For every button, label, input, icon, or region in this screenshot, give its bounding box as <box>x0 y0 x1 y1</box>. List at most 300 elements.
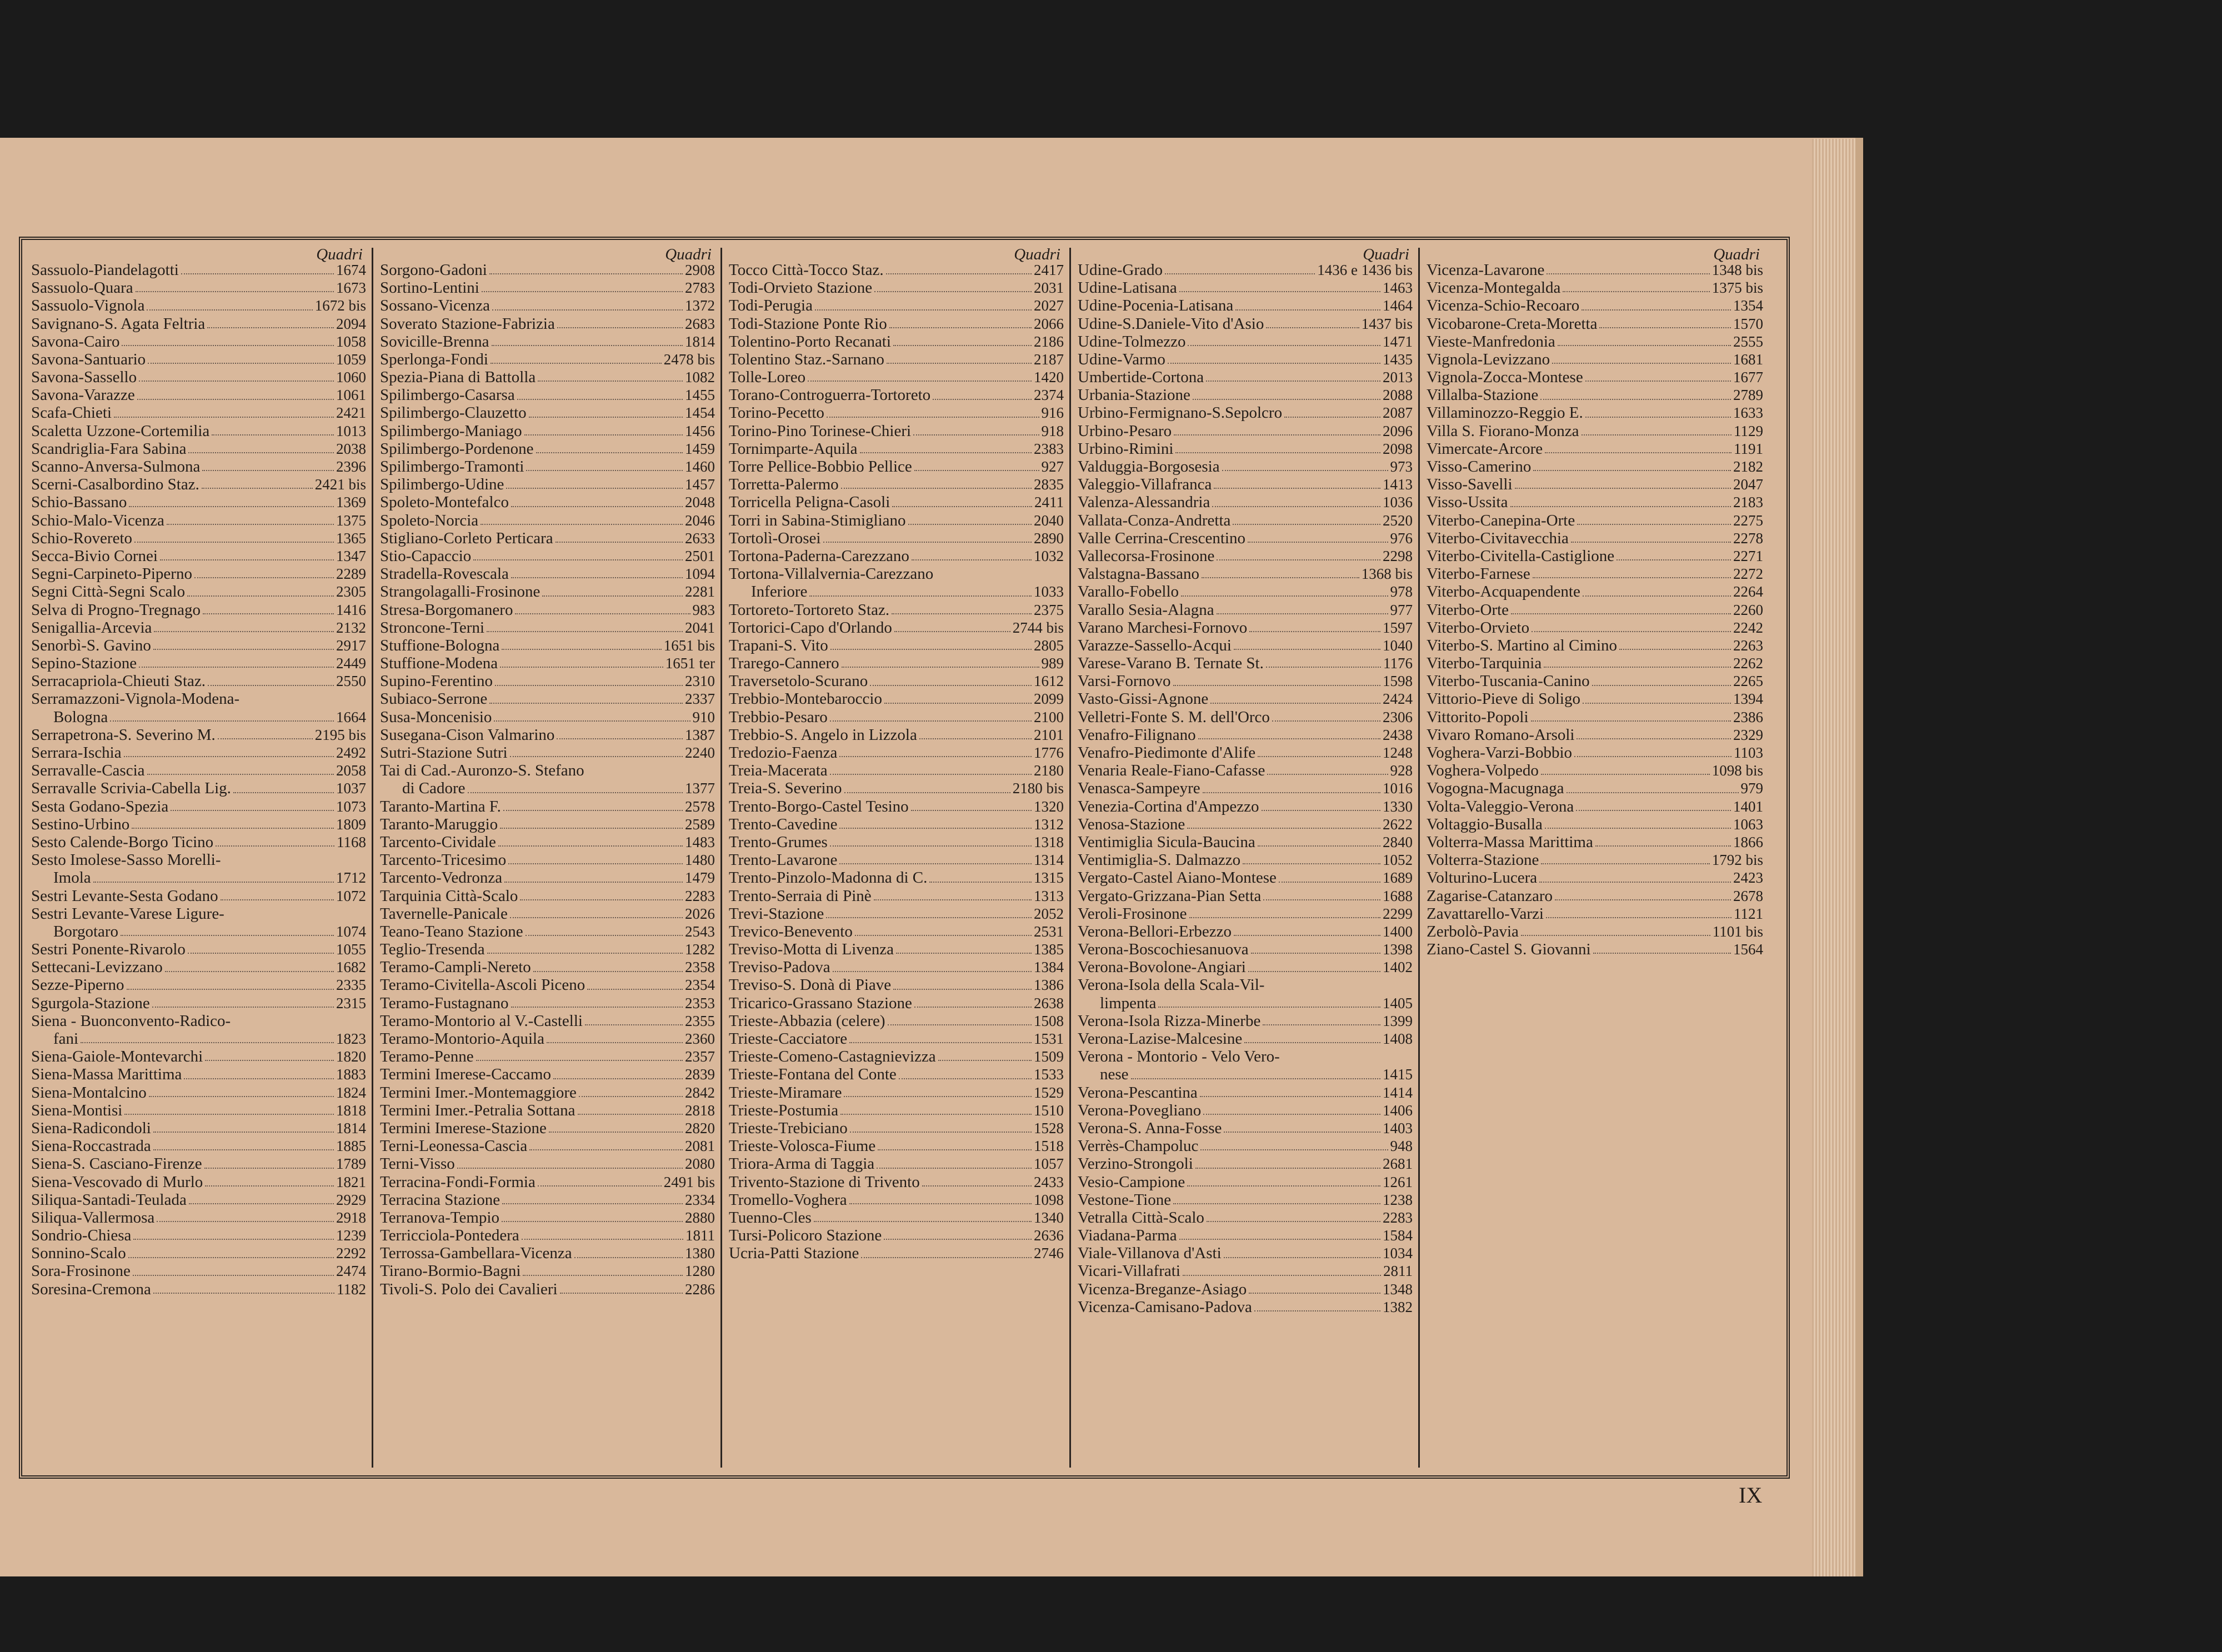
leader-dots <box>181 273 334 274</box>
entry-name: Varano Marchesi-Fornovo <box>1078 618 1248 637</box>
entry-name: Sezze-Piperno <box>31 976 124 994</box>
leader-dots <box>504 882 683 883</box>
entry-name: Tarcento-Cividale <box>380 833 496 851</box>
index-entry <box>1078 815 1413 833</box>
index-entry <box>380 547 715 565</box>
entry-value: 1313 <box>1034 887 1064 904</box>
entry-name: Tornimparte-Aquila <box>729 439 858 458</box>
entry-value: 1033 <box>1034 583 1064 600</box>
entry-name: Trieste-Miramare <box>729 1083 842 1102</box>
entry-name: Spilimbergo-Maniago <box>380 422 522 440</box>
entry-value: 2396 <box>336 458 366 475</box>
leader-dots <box>1558 345 1731 346</box>
entry-name: Urbino-Rimini <box>1078 439 1174 458</box>
entry-name: Spilimbergo-Udine <box>380 475 504 494</box>
index-entry <box>31 1084 366 1102</box>
leader-dots <box>1249 631 1380 632</box>
entry-name: Spilimbergo-Pordenone <box>380 439 534 458</box>
leader-dots <box>154 631 334 632</box>
entry-name: Vicenza-Montegalda <box>1427 279 1561 297</box>
entry-value: 1239 <box>336 1227 366 1244</box>
entry-name: Voghera-Volpedo <box>1427 762 1539 780</box>
index-entry <box>31 1065 366 1083</box>
entry-name: Vasto-Gissi-Agnone <box>1078 690 1209 708</box>
index-entry <box>1078 940 1413 958</box>
leader-dots <box>233 792 334 793</box>
entry-name: Verona-Boscochiesanuova <box>1078 940 1249 959</box>
index-entry <box>380 994 715 1012</box>
index-entry <box>729 690 1064 708</box>
index-entry <box>380 940 715 958</box>
entry-name: Teramo-Penne <box>380 1048 474 1066</box>
entry-value: 2305 <box>336 583 366 600</box>
entry-value: 1814 <box>685 333 715 350</box>
index-entry <box>1078 583 1413 600</box>
index-entry <box>729 404 1064 422</box>
entry-name: Trebbio-Pesaro <box>729 708 828 726</box>
leader-dots <box>187 595 334 597</box>
entry-value: 1377 <box>685 780 715 797</box>
entry-value: 1347 <box>336 547 366 564</box>
leader-dots <box>893 345 1032 346</box>
entry-name: Siena-Vescovado di Murlo <box>31 1173 203 1191</box>
index-entry <box>380 1244 715 1262</box>
leader-dots <box>1202 577 1359 578</box>
leader-dots <box>1165 273 1315 274</box>
index-entry <box>1078 1119 1413 1137</box>
leader-dots <box>538 381 683 382</box>
index-entry <box>1427 887 1763 905</box>
index-entry <box>1078 958 1413 976</box>
leader-dots <box>919 738 1032 739</box>
index-entry <box>31 297 366 314</box>
entry-value: 2132 <box>336 619 366 636</box>
index-entry <box>1078 1209 1413 1227</box>
index-entry <box>729 547 1064 565</box>
entry-value: 1564 <box>1733 941 1763 958</box>
entry-value: 1058 <box>336 333 366 350</box>
index-entry <box>1078 475 1413 493</box>
entry-value: 2424 <box>1383 690 1413 708</box>
leader-dots <box>1599 327 1731 328</box>
leader-dots <box>1546 917 1731 918</box>
index-entry <box>31 940 366 958</box>
index-entry <box>380 529 715 547</box>
entry-value: 2271 <box>1733 547 1763 564</box>
entry-name: Terricciola-Pontedera <box>380 1227 519 1245</box>
entry-name: Trieste-Volosca-Fiume <box>729 1137 876 1155</box>
entry-name: Serrara-Ischia <box>31 744 122 762</box>
entry-name: Verona - Montorio - Velo Vero- <box>1078 1048 1280 1066</box>
entry-value: 1248 <box>1383 744 1413 762</box>
leader-dots <box>1585 417 1731 418</box>
index-entry <box>729 1173 1064 1191</box>
entry-name: Terni-Leonessa-Cascia <box>380 1137 528 1155</box>
entry-name: Sossano-Vicenza <box>380 297 490 315</box>
index-entry <box>729 315 1064 333</box>
entry-value: 2835 <box>1034 476 1064 493</box>
leader-dots <box>1210 703 1380 704</box>
leader-dots <box>1181 595 1388 597</box>
index-column <box>1421 248 1769 1468</box>
index-entry <box>1078 1244 1413 1262</box>
index-entry <box>380 977 715 994</box>
index-entry <box>729 869 1064 887</box>
index-entry <box>729 977 1064 994</box>
entry-name: Tortoreto-Tortoreto Staz. <box>729 600 890 619</box>
leader-dots <box>585 1024 683 1025</box>
leader-dots <box>511 577 683 578</box>
entry-value: 1809 <box>336 815 366 833</box>
index-entry <box>1427 798 1763 815</box>
entry-value: 2262 <box>1733 655 1763 672</box>
leader-dots <box>122 345 334 346</box>
entry-value: 1814 <box>336 1119 366 1137</box>
entry-value: 2678 <box>1733 887 1763 904</box>
entry-value: 1681 <box>1733 351 1763 368</box>
entry-name: Valle Cerrina-Crescentino <box>1078 529 1245 547</box>
leader-dots <box>1254 1310 1380 1311</box>
index-entry <box>729 261 1064 279</box>
entry-name: Torino-Pino Torinese-Chieri <box>729 422 912 440</box>
index-entry <box>1427 637 1763 654</box>
entry-name: Imola <box>53 869 91 887</box>
leader-dots <box>188 953 334 954</box>
entry-name: Treia-Macerata <box>729 762 828 780</box>
entry-value: 2423 <box>1733 869 1763 887</box>
entry-value: 2242 <box>1733 619 1763 636</box>
index-entry <box>1078 637 1413 654</box>
entry-name: Bologna <box>53 708 108 726</box>
entry-name: Viterbo-Civitavecchia <box>1427 529 1569 547</box>
entry-name: Velletri-Fonte S. M. dell'Orco <box>1078 708 1270 726</box>
index-entry <box>729 851 1064 869</box>
entry-value: 2374 <box>1034 387 1064 404</box>
entry-name: Terni-Visso <box>380 1155 455 1173</box>
index-entry <box>31 833 366 851</box>
entry-name: Trento-Serraia di Pinè <box>729 887 872 905</box>
entry-name: Siliqua-Santadi-Teulada <box>31 1190 187 1209</box>
entry-value: 2087 <box>1383 404 1413 422</box>
entry-value: 2195 bis <box>314 726 366 743</box>
leader-dots <box>1187 1185 1380 1187</box>
index-entry <box>31 1155 366 1173</box>
entry-value: 1365 <box>336 529 366 547</box>
leader-dots <box>1175 452 1380 453</box>
index-entry <box>1078 493 1413 511</box>
entry-value: 948 <box>1390 1138 1413 1155</box>
leader-dots <box>1263 1024 1380 1025</box>
entry-name: Tortona-Villalvernia-Carezzano <box>729 565 934 583</box>
index-entry <box>31 333 366 351</box>
entry-value: 2520 <box>1383 512 1413 529</box>
leader-dots <box>523 1275 683 1276</box>
leader-dots <box>1206 381 1380 382</box>
entry-name: Udine-Grado <box>1078 261 1163 279</box>
entry-name: Verrès-Champoluc <box>1078 1137 1199 1155</box>
entry-value: 1454 <box>685 404 715 422</box>
leader-dots <box>147 774 334 775</box>
entry-name: Stigliano-Corleto Perticara <box>380 529 553 547</box>
leader-dots <box>1258 845 1380 847</box>
index-entry <box>729 422 1064 440</box>
index-entry <box>31 565 366 583</box>
entry-value: 1455 <box>685 387 715 404</box>
entry-name: Trieste-Fontana del Conte <box>729 1065 897 1084</box>
leader-dots <box>830 845 1032 847</box>
entry-name: Tocco Città-Tocco Staz. <box>729 261 884 279</box>
index-entry <box>729 726 1064 744</box>
entry-name: Siena-S. Casciano-Firenze <box>31 1155 202 1173</box>
entry-value: 1375 <box>336 512 366 529</box>
leader-dots <box>121 935 334 936</box>
leader-dots <box>1233 524 1380 525</box>
entry-name: Verona-Isola Rizza-Minerbe <box>1078 1012 1261 1030</box>
entry-name: Torri in Sabina-Stimigliano <box>729 511 906 529</box>
entry-name: Sassuolo-Piandelagotti <box>31 261 179 279</box>
entry-value: 1672 bis <box>314 297 366 314</box>
entry-name: Treviso-Padova <box>729 958 830 977</box>
entry-value: 1082 <box>685 369 715 386</box>
leader-dots <box>889 327 1032 328</box>
entry-value: 1460 <box>685 458 715 475</box>
entry-value: 918 <box>1041 422 1064 439</box>
column-header: Quadri <box>1014 246 1060 263</box>
index-entry <box>380 619 715 637</box>
index-entry <box>1078 601 1413 619</box>
entry-value: 1368 bis <box>1361 565 1413 583</box>
entry-value: 1480 <box>685 852 715 869</box>
entry-name: Venezia-Cortina d'Ampezzo <box>1078 797 1259 815</box>
entry-name: Verona-Lazise-Malcesine <box>1078 1030 1243 1048</box>
index-entry <box>380 1191 715 1209</box>
entry-name: Vergato-Grizzana-Pian Setta <box>1078 887 1262 905</box>
leader-dots <box>894 631 1010 632</box>
index-entry <box>1078 977 1413 994</box>
index-entry <box>729 958 1064 976</box>
entry-value: 1040 <box>1383 637 1413 654</box>
leader-dots <box>1193 399 1380 400</box>
index-entry <box>1078 1280 1413 1298</box>
index-entry <box>1078 1065 1413 1083</box>
leader-dots <box>93 882 334 883</box>
entry-name: Sorgono-Gadoni <box>380 261 487 279</box>
entry-value: 916 <box>1041 404 1064 422</box>
leader-dots <box>1582 434 1731 435</box>
leader-dots <box>1200 1096 1380 1097</box>
entry-name: Urbino-Pesaro <box>1078 422 1172 440</box>
entry-name: Volta-Valeggio-Verona <box>1427 797 1574 815</box>
entry-value: 2275 <box>1733 512 1763 529</box>
leader-dots <box>850 1132 1032 1133</box>
entry-name: Inferiore <box>751 583 808 601</box>
leader-dots <box>1251 953 1380 954</box>
leader-dots <box>520 899 683 900</box>
entry-name: nese <box>1100 1065 1129 1084</box>
entry-name: Udine-Varmo <box>1078 350 1165 368</box>
entry-name: Vicenza-Lavarone <box>1427 261 1545 279</box>
entry-name: Sestri Levante-Varese Ligure- <box>31 904 224 923</box>
entry-value: 1168 <box>337 833 366 850</box>
index-entry <box>1078 994 1413 1012</box>
leader-dots <box>1263 899 1380 900</box>
entry-name: Udine-Pocenia-Latisana <box>1078 297 1234 315</box>
entry-value: 1013 <box>336 422 366 439</box>
index-entry <box>380 1280 715 1298</box>
index-entry <box>380 386 715 404</box>
leader-dots <box>511 1007 683 1008</box>
index-entry <box>380 1084 715 1102</box>
entry-value: 1459 <box>685 440 715 457</box>
leader-dots <box>888 1024 1032 1025</box>
entry-value: 1060 <box>336 369 366 386</box>
index-entry <box>729 1119 1064 1137</box>
entry-name: Zerbolò-Pavia <box>1427 922 1519 940</box>
entry-name: Spilimbergo-Clauzetto <box>380 404 527 422</box>
entry-value: 1612 <box>1034 673 1064 690</box>
leader-dots <box>216 845 334 847</box>
entry-name: Sesta Godano-Spezia <box>31 797 169 815</box>
index-entry <box>380 726 715 744</box>
leader-dots <box>870 685 1032 686</box>
index-entry <box>1427 654 1763 672</box>
entry-name: Trento-Borgo-Castel Tesino <box>729 797 909 815</box>
entry-value: 2046 <box>685 512 715 529</box>
entry-value: 2811 <box>1383 1263 1413 1280</box>
leader-dots <box>1279 882 1380 883</box>
leader-dots <box>468 792 683 793</box>
index-entry <box>1078 1263 1413 1280</box>
index-entry <box>1427 565 1763 583</box>
entry-value: 1320 <box>1034 798 1064 815</box>
entry-value: 1382 <box>1383 1298 1413 1315</box>
index-entry <box>1078 851 1413 869</box>
entry-value: 2310 <box>685 673 715 690</box>
index-entry <box>729 368 1064 386</box>
entry-value: 1074 <box>336 923 366 940</box>
index-entry <box>729 654 1064 672</box>
entry-value: 1312 <box>1034 815 1064 833</box>
index-entry <box>1078 1227 1413 1244</box>
leader-dots <box>587 989 683 990</box>
entry-name: Sassuolo-Vignola <box>31 297 145 315</box>
index-entry <box>31 744 366 762</box>
entry-name: Verona-S. Anna-Fosse <box>1078 1119 1222 1137</box>
entry-value: 2354 <box>685 977 715 994</box>
index-entry <box>729 458 1064 475</box>
entry-value: 1533 <box>1034 1066 1064 1083</box>
entry-value: 2818 <box>685 1102 715 1119</box>
leader-dots <box>1592 685 1731 686</box>
entry-value: 2289 <box>336 565 366 583</box>
index-entry <box>729 512 1064 529</box>
entry-name: Trieste-Comeno-Castagnievizza <box>729 1048 936 1066</box>
index-entry <box>31 529 366 547</box>
entry-name: Termini Imerese-Caccamo <box>380 1065 551 1084</box>
leader-dots <box>1243 863 1380 864</box>
leader-dots <box>1583 703 1731 704</box>
index-entry <box>380 440 715 458</box>
leader-dots <box>1267 774 1388 775</box>
index-entry <box>1427 351 1763 368</box>
index-entry <box>1078 672 1413 690</box>
entry-name: Teano-Teano Stazione <box>380 922 523 940</box>
entry-value: 1531 <box>1034 1030 1064 1048</box>
index-entry <box>729 1048 1064 1065</box>
entry-name: Serrapetrona-S. Severino M. <box>31 725 216 744</box>
leader-dots <box>153 1293 334 1294</box>
entry-name: Sassuolo-Quara <box>31 279 133 297</box>
index-entry <box>1427 261 1763 279</box>
entry-value: 1072 <box>336 887 366 904</box>
entry-name: Vicenza-Schio-Recoaro <box>1427 297 1580 315</box>
leader-dots <box>841 488 1032 489</box>
entry-name: Taranto-Maruggio <box>380 815 498 833</box>
index-entry <box>380 851 715 869</box>
index-entry <box>729 744 1064 762</box>
leader-dots <box>892 613 1032 614</box>
entry-name: Viterbo-Orte <box>1427 600 1509 619</box>
index-entry <box>31 440 366 458</box>
entry-name: Sperlonga-Fondi <box>380 350 488 368</box>
leader-dots <box>1200 1149 1388 1150</box>
leader-dots <box>502 1221 683 1222</box>
leader-dots <box>457 1168 683 1169</box>
entry-value: 1394 <box>1733 690 1763 708</box>
index-entry <box>31 905 366 923</box>
leader-dots <box>205 1185 334 1187</box>
entry-value: 2681 <box>1383 1155 1413 1173</box>
entry-value: 2918 <box>336 1209 366 1226</box>
entry-name: Venafro-Piedimonte d'Alife <box>1078 744 1256 762</box>
index-entry <box>31 422 366 440</box>
entry-name: Volterra-Stazione <box>1427 851 1539 869</box>
entry-value: 1036 <box>1383 494 1413 511</box>
entry-value: 989 <box>1041 655 1064 672</box>
index-entry <box>31 512 366 529</box>
index-entry <box>31 1263 366 1280</box>
entry-name: Viale-Villanova d'Asti <box>1078 1244 1222 1263</box>
leader-dots <box>148 363 334 364</box>
entry-name: Ventimiglia-S. Dalmazzo <box>1078 851 1241 869</box>
column-header: Quadri <box>316 246 363 263</box>
leader-dots <box>167 524 334 525</box>
leader-dots <box>538 1185 662 1187</box>
leader-dots <box>1582 309 1731 311</box>
index-entry <box>729 762 1064 779</box>
leader-dots <box>1595 845 1731 847</box>
leader-dots <box>1234 935 1380 936</box>
entry-value: 1314 <box>1034 852 1064 869</box>
index-entry <box>31 315 366 333</box>
entry-value: 1369 <box>336 494 366 511</box>
leader-dots <box>1266 327 1359 328</box>
entry-name: Vesio-Campione <box>1078 1173 1185 1191</box>
leader-dots <box>1571 542 1731 543</box>
leader-dots <box>1131 1078 1380 1079</box>
entry-value: 1510 <box>1034 1102 1064 1119</box>
leader-dots <box>1158 1007 1380 1008</box>
entry-value: 1055 <box>336 941 366 958</box>
entry-value: 1457 <box>685 476 715 493</box>
index-entry <box>380 404 715 422</box>
entry-value: 2746 <box>1034 1245 1064 1262</box>
entry-name: Treviso-S. Donà di Piave <box>729 976 892 994</box>
index-entry <box>380 869 715 887</box>
entry-name: Varallo Sesia-Alagna <box>1078 600 1214 619</box>
index-entry <box>31 1048 366 1065</box>
entry-value: 1129 <box>1734 422 1763 439</box>
